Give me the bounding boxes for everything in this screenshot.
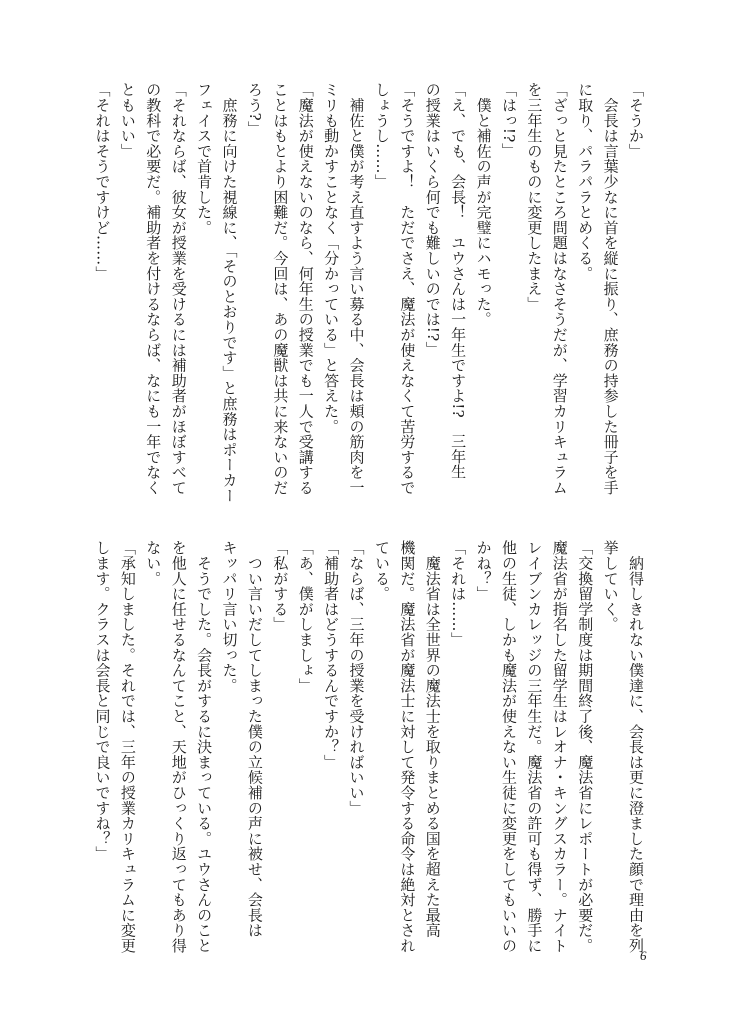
text-line: かね？」 [474, 540, 493, 602]
text-line: 他の生徒、しかも魔法が使えない生徒に変更をしてもいいの [499, 540, 518, 954]
text-line: キッパリ言い切った。 [220, 540, 239, 693]
text-line: 庶務に向けた視線に、「そのとおりです」と庶務はポーカー [220, 82, 239, 503]
text-line: に取り、パラパラとめくる。 [576, 82, 595, 281]
text-line: ろう?」 [245, 82, 264, 137]
text-line: 「それは……」 [449, 540, 468, 648]
text-line: 機関だ。魔法省が魔法士に対して発令する命令は絶対とされ [398, 540, 417, 954]
text-line: 「魔法が使えないのなら、何年生の授業でも一人で受講する [296, 82, 315, 496]
text-line: 「え、でも、会長！ ユウさんは一年生ですよ!? 三年生 [449, 82, 468, 480]
text-line: 納得しきれない僕達に、会長は更に澄ました顔で理由を列 [627, 540, 645, 954]
text-line: 補佐と僕が考え直すよう言い募る中、会長は頬の筋肉を一 [347, 82, 366, 496]
text-line: 魔法省が指名した留学生はレオナ・キングスカラー。ナイト [550, 540, 569, 954]
text-line: しょうし……」 [372, 82, 391, 190]
text-line: 「ざっと見たところ問題はなさそうだが、学習カリキュラム [550, 82, 569, 496]
text-line: 挙していく。 [601, 540, 620, 632]
text-line: そうでした。会長がするに決まっている。ユウさんのこと [195, 540, 214, 954]
text-line: 「補助者はどうするんですか？」 [322, 540, 341, 770]
text-line: 「それならば、彼女が授業を受けるには補助者がほぼすべて [169, 82, 188, 496]
text-line: を三年生のものに変更したまえ」 [525, 82, 544, 312]
text-block-bottom [93, 540, 648, 954]
text-line: 「あ、僕がしましょ」 [296, 540, 315, 693]
text-line: ともいい」 [118, 82, 137, 159]
text-line: の授業はいくら何でも難しいのでは!?」 [423, 82, 442, 357]
text-line: 「そうですよ！ ただでさえ、魔法が使えなくて苦労するで [398, 82, 417, 496]
text-line: 「それはそうですけど……」 [93, 82, 112, 281]
text-line: ている。 [372, 540, 391, 602]
text-line: 「はっ!?」 [499, 82, 518, 158]
text-line: ない。 [144, 540, 163, 586]
text-line: ミリも動かすことなく「分かっている」と答えた。 [322, 82, 341, 434]
text-line: ことはもとより困難だ。今回は、あの魔獣は共に来ないのだ [271, 82, 290, 496]
text-line: 「そうか」 [627, 82, 645, 159]
text-block-top [93, 82, 648, 512]
text-line: フェイスで首肯した。 [195, 82, 214, 235]
text-line: 「ならば、三年の授業を受ければいい」 [347, 540, 366, 816]
text-line: レイブンカレッジの三年生だ。魔法省の許可も得ず、勝手に [525, 540, 544, 954]
page-number: 6 [640, 948, 647, 963]
text-line: 「承知しました。それでは、三年の授業カリキュラムに変更 [118, 540, 137, 954]
text-line: 魔法省は全世界の魔法士を取りまとめる国を超えた最高 [423, 540, 442, 938]
text-line: を他人に任せるなんてこと、天地がひっくり返ってもあり得 [169, 540, 188, 954]
text-line: 「私がする」 [271, 540, 290, 632]
text-line: します。クラスは会長と同じで良いですね？」 [93, 540, 112, 862]
text-line: つい言いだしてしまった僕の立候補の声に被せ、会長は [245, 540, 264, 938]
text-line: 僕と補佐の声が完璧にハモった。 [474, 82, 493, 327]
text-line: 「交換留学制度は期間終了後、魔法省にレポートが必要だ。 [576, 540, 595, 954]
text-line: 会長は言葉少なに首を縦に振り、庶務の持参した冊子を手 [601, 82, 620, 496]
text-line: の教科で必要だ。補助者を付けるならば、なにも一年でなく [144, 82, 163, 496]
